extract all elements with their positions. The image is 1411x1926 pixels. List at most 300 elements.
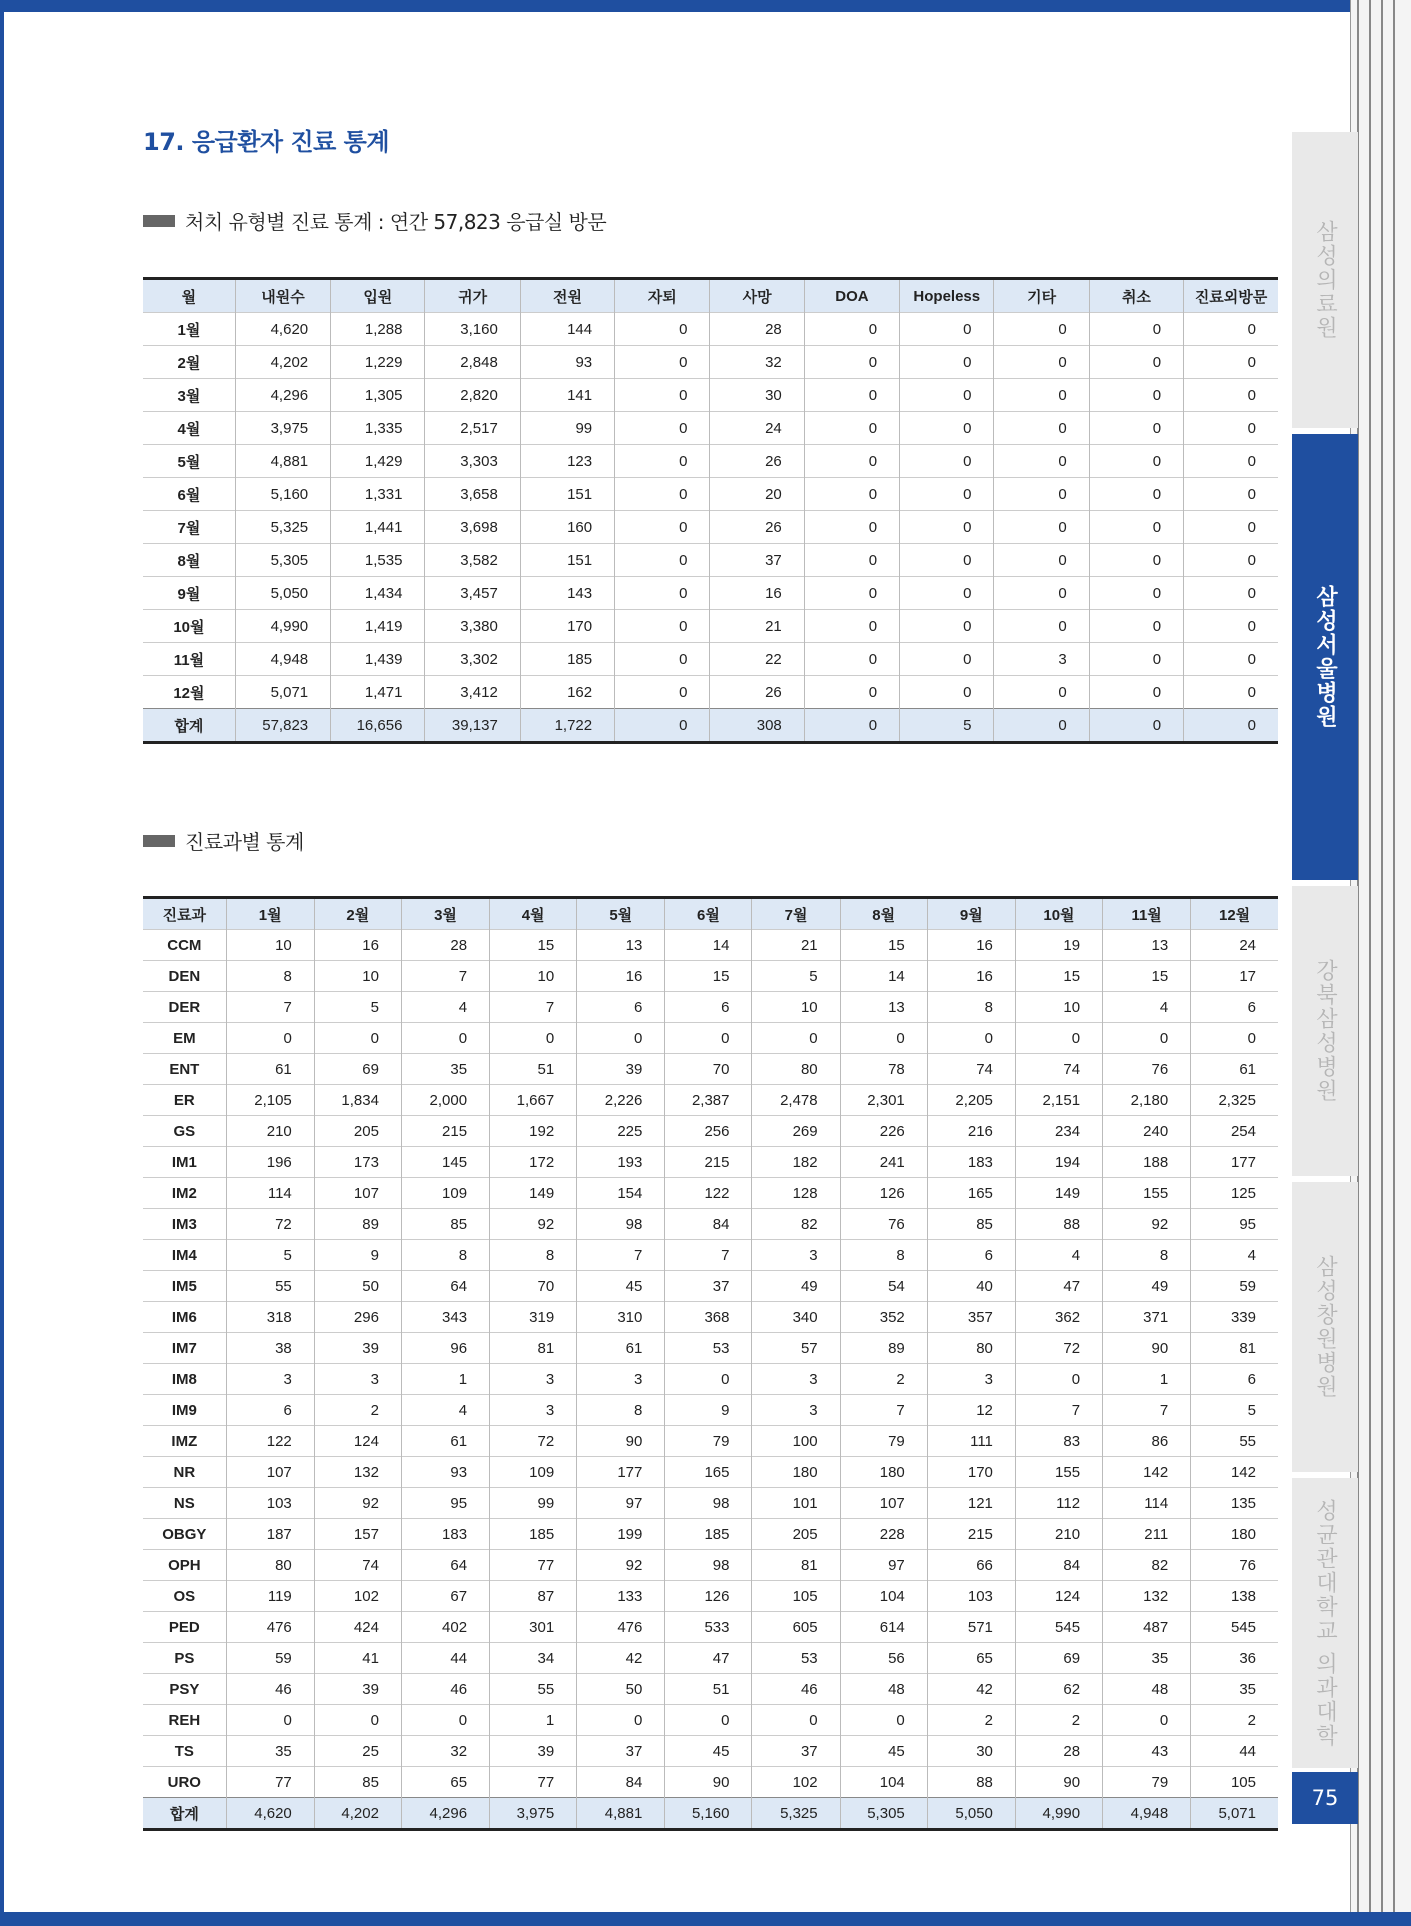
table-cell: 10 — [1015, 992, 1102, 1023]
row-label: ENT — [143, 1054, 226, 1085]
table-cell: 59 — [226, 1643, 314, 1674]
table-cell: 205 — [752, 1519, 840, 1550]
table-cell: 4,202 — [314, 1798, 401, 1830]
table-cell: 45 — [840, 1736, 927, 1767]
row-label: URO — [143, 1767, 226, 1798]
table-cell: 0 — [615, 478, 710, 511]
table-cell: 46 — [226, 1674, 314, 1705]
table-cell: 226 — [840, 1116, 927, 1147]
table-cell: 111 — [927, 1426, 1015, 1457]
table-cell: 37 — [665, 1271, 752, 1302]
table-cell: 89 — [840, 1333, 927, 1364]
table-cell: 107 — [226, 1457, 314, 1488]
table-cell: 132 — [314, 1457, 401, 1488]
table-row — [143, 676, 1278, 709]
table-cell: 0 — [994, 478, 1089, 511]
table-cell: 69 — [1015, 1643, 1102, 1674]
table-cell: 125 — [1191, 1178, 1278, 1209]
table-cell: 310 — [577, 1302, 665, 1333]
row-label: 2월 — [143, 346, 235, 379]
table-cell: 37 — [752, 1736, 840, 1767]
table-cell: 126 — [840, 1178, 927, 1209]
row-label: NS — [143, 1488, 226, 1519]
table-cell: 55 — [490, 1674, 577, 1705]
table-cell: 90 — [665, 1767, 752, 1798]
table-cell: 122 — [226, 1426, 314, 1457]
table-cell: 8 — [226, 961, 314, 992]
table-cell: 210 — [226, 1116, 314, 1147]
table-cell: 99 — [490, 1488, 577, 1519]
table-cell: 4,620 — [235, 313, 330, 346]
table-cell: 0 — [1089, 313, 1183, 346]
table-row — [143, 1581, 1278, 1612]
table-row — [143, 511, 1278, 544]
table-cell: 0 — [1089, 478, 1183, 511]
top-border — [0, 0, 1360, 12]
table-cell: 24 — [710, 412, 804, 445]
left-border — [0, 0, 4, 1926]
table-cell: 30 — [710, 379, 804, 412]
side-tab-samsung-medical-center[interactable]: 삼성의료원 — [1292, 132, 1358, 428]
table-cell: 84 — [1015, 1550, 1102, 1581]
row-label: IM9 — [143, 1395, 226, 1426]
table-cell: 3,160 — [425, 313, 520, 346]
table-cell: 308 — [710, 709, 804, 743]
table-cell: 65 — [927, 1643, 1015, 1674]
table-cell: 1,535 — [331, 544, 425, 577]
table-cell: 51 — [665, 1674, 752, 1705]
table-cell: 96 — [401, 1333, 489, 1364]
table-cell: 6 — [927, 1240, 1015, 1271]
table-cell: 2 — [1191, 1705, 1278, 1736]
table-cell: 19 — [1015, 930, 1102, 961]
table-cell: 3 — [577, 1364, 665, 1395]
column-header: 1월 — [226, 898, 314, 930]
table-cell: 1,335 — [331, 412, 425, 445]
table-cell: 93 — [401, 1457, 489, 1488]
table-cell: 43 — [1103, 1736, 1191, 1767]
table-cell: 4 — [401, 992, 489, 1023]
table-cell: 162 — [520, 676, 614, 709]
page-number: 75 — [1292, 1772, 1358, 1824]
table-cell: 2,226 — [577, 1085, 665, 1116]
table-row — [143, 1550, 1278, 1581]
table-cell: 50 — [314, 1271, 401, 1302]
table-cell: 0 — [804, 346, 899, 379]
side-tab-kangbuk-samsung-hospital[interactable]: 강북삼성병원 — [1292, 886, 1358, 1176]
table-cell: 3 — [226, 1364, 314, 1395]
table-cell: 5,305 — [235, 544, 330, 577]
row-label: 11월 — [143, 643, 235, 676]
table-cell: 0 — [900, 643, 994, 676]
table-cell: 0 — [994, 676, 1089, 709]
table-cell: 2 — [840, 1364, 927, 1395]
table-row — [143, 445, 1278, 478]
table-cell: 0 — [615, 577, 710, 610]
table-row — [143, 1085, 1278, 1116]
table-cell: 1,419 — [331, 610, 425, 643]
table-cell: 76 — [840, 1209, 927, 1240]
row-label: REH — [143, 1705, 226, 1736]
table-cell: 16,656 — [331, 709, 425, 743]
table-row — [143, 1457, 1278, 1488]
column-header: Hopeless — [900, 279, 994, 313]
table-cell: 38 — [226, 1333, 314, 1364]
table-cell: 0 — [615, 676, 710, 709]
treatment-type-table — [143, 277, 1278, 744]
table-row — [143, 1147, 1278, 1178]
table-cell: 1,229 — [331, 346, 425, 379]
table-cell: 180 — [840, 1457, 927, 1488]
table-cell: 2,105 — [226, 1085, 314, 1116]
row-label: OBGY — [143, 1519, 226, 1550]
table-cell: 44 — [1191, 1736, 1278, 1767]
table-cell: 5,071 — [1191, 1798, 1278, 1830]
table-cell: 402 — [401, 1612, 489, 1643]
table-cell: 70 — [665, 1054, 752, 1085]
table-cell: 2 — [1015, 1705, 1102, 1736]
table-row — [143, 1302, 1278, 1333]
table-cell: 1,441 — [331, 511, 425, 544]
table-cell: 0 — [804, 412, 899, 445]
table-cell: 0 — [804, 379, 899, 412]
table-cell: 254 — [1191, 1116, 1278, 1147]
table-cell: 26 — [710, 511, 804, 544]
table-cell: 3 — [752, 1364, 840, 1395]
table-cell: 0 — [1184, 313, 1278, 346]
row-label: PED — [143, 1612, 226, 1643]
table-cell: 109 — [490, 1457, 577, 1488]
table-cell: 155 — [1015, 1457, 1102, 1488]
table-cell: 0 — [900, 511, 994, 544]
table-cell: 0 — [615, 511, 710, 544]
table-cell: 98 — [665, 1488, 752, 1519]
row-label: IM1 — [143, 1147, 226, 1178]
table-cell: 39 — [314, 1333, 401, 1364]
table-cell: 3,380 — [425, 610, 520, 643]
table-cell: 5,071 — [235, 676, 330, 709]
table-cell: 5,160 — [235, 478, 330, 511]
row-label: PS — [143, 1643, 226, 1674]
table-cell: 15 — [490, 930, 577, 961]
table-cell: 49 — [752, 1271, 840, 1302]
table-cell: 0 — [804, 610, 899, 643]
table-cell: 172 — [490, 1147, 577, 1178]
table-cell: 133 — [577, 1581, 665, 1612]
table-cell: 196 — [226, 1147, 314, 1178]
table-cell: 64 — [401, 1550, 489, 1581]
table-cell: 97 — [577, 1488, 665, 1519]
table-cell: 28 — [710, 313, 804, 346]
table-cell: 0 — [994, 544, 1089, 577]
table-cell: 0 — [1184, 610, 1278, 643]
table-cell: 103 — [927, 1581, 1015, 1612]
table-cell: 2,387 — [665, 1085, 752, 1116]
table-cell: 0 — [900, 379, 994, 412]
table-cell: 0 — [1089, 379, 1183, 412]
row-label: NR — [143, 1457, 226, 1488]
side-tab-samsung-changwon-hospital[interactable]: 삼성창원병원 — [1292, 1182, 1358, 1472]
table-cell: 301 — [490, 1612, 577, 1643]
table-cell: 187 — [226, 1519, 314, 1550]
table-row — [143, 1271, 1278, 1302]
table-cell: 0 — [1089, 643, 1183, 676]
table-cell: 165 — [665, 1457, 752, 1488]
table-row — [143, 1395, 1278, 1426]
table-cell: 180 — [1191, 1519, 1278, 1550]
table-row — [143, 961, 1278, 992]
table-cell: 1,471 — [331, 676, 425, 709]
table-cell: 76 — [1191, 1550, 1278, 1581]
table-cell: 1,834 — [314, 1085, 401, 1116]
table-cell: 2,180 — [1103, 1085, 1191, 1116]
table-cell: 35 — [401, 1054, 489, 1085]
table-cell: 149 — [1015, 1178, 1102, 1209]
table-cell: 122 — [665, 1178, 752, 1209]
row-label: 합계 — [143, 1798, 226, 1830]
table-cell: 35 — [1191, 1674, 1278, 1705]
table-row — [143, 643, 1278, 676]
book-page-edges — [1350, 0, 1411, 1926]
page-title: 17. 응급환자 진료 통계 — [143, 128, 390, 156]
table-cell: 85 — [927, 1209, 1015, 1240]
table-cell: 199 — [577, 1519, 665, 1550]
table-cell: 78 — [840, 1054, 927, 1085]
table-cell: 476 — [226, 1612, 314, 1643]
table-cell: 121 — [927, 1488, 1015, 1519]
table-cell: 545 — [1191, 1612, 1278, 1643]
table-cell: 318 — [226, 1302, 314, 1333]
table-cell: 0 — [615, 643, 710, 676]
table-cell: 32 — [710, 346, 804, 379]
row-label: IM7 — [143, 1333, 226, 1364]
table-row — [143, 1705, 1278, 1736]
table-cell: 79 — [665, 1426, 752, 1457]
table-cell: 123 — [520, 445, 614, 478]
row-label: IM8 — [143, 1364, 226, 1395]
table-cell: 5 — [1191, 1395, 1278, 1426]
column-header: 기타 — [994, 279, 1089, 313]
table-cell: 6 — [665, 992, 752, 1023]
column-header: 7월 — [752, 898, 840, 930]
row-label: DER — [143, 992, 226, 1023]
table-cell: 81 — [1191, 1333, 1278, 1364]
table-cell: 6 — [1191, 992, 1278, 1023]
table-cell: 10 — [226, 930, 314, 961]
table-cell: 2,325 — [1191, 1085, 1278, 1116]
table-cell: 90 — [1103, 1333, 1191, 1364]
table-cell: 1,288 — [331, 313, 425, 346]
section-title-text: 진료과별 통계 — [185, 830, 304, 854]
table-cell: 3,975 — [235, 412, 330, 445]
table-cell: 13 — [1103, 930, 1191, 961]
table-cell: 61 — [401, 1426, 489, 1457]
table-cell: 0 — [1184, 577, 1278, 610]
table-cell: 90 — [1015, 1767, 1102, 1798]
table-cell: 92 — [1103, 1209, 1191, 1240]
table-cell: 0 — [900, 676, 994, 709]
table-cell: 107 — [840, 1488, 927, 1519]
table-cell: 177 — [1191, 1147, 1278, 1178]
table-cell: 13 — [577, 930, 665, 961]
table-row — [143, 1364, 1278, 1395]
table-cell: 14 — [665, 930, 752, 961]
table-cell: 0 — [226, 1705, 314, 1736]
table-cell: 74 — [314, 1550, 401, 1581]
table-cell: 37 — [577, 1736, 665, 1767]
table-cell: 77 — [490, 1767, 577, 1798]
table-cell: 0 — [1184, 379, 1278, 412]
section-marker — [143, 835, 175, 847]
table-cell: 85 — [314, 1767, 401, 1798]
table-cell: 5,305 — [840, 1798, 927, 1830]
table-cell: 61 — [226, 1054, 314, 1085]
row-label: DEN — [143, 961, 226, 992]
table-cell: 107 — [314, 1178, 401, 1209]
table-cell: 21 — [752, 930, 840, 961]
table-cell: 17 — [1191, 961, 1278, 992]
table-cell: 234 — [1015, 1116, 1102, 1147]
table-cell: 1,331 — [331, 478, 425, 511]
table-cell: 79 — [840, 1426, 927, 1457]
table-cell: 145 — [401, 1147, 489, 1178]
table-cell: 3 — [752, 1395, 840, 1426]
table-cell: 0 — [1184, 544, 1278, 577]
table-cell: 39 — [490, 1736, 577, 1767]
table-cell: 8 — [401, 1240, 489, 1271]
table-cell: 55 — [1191, 1426, 1278, 1457]
table-cell: 59 — [1191, 1271, 1278, 1302]
table-cell: 114 — [226, 1178, 314, 1209]
table-cell: 0 — [900, 412, 994, 445]
table-cell: 3 — [927, 1364, 1015, 1395]
table-cell: 39 — [577, 1054, 665, 1085]
table-cell: 54 — [840, 1271, 927, 1302]
table-row — [143, 930, 1278, 961]
table-cell: 92 — [314, 1488, 401, 1519]
column-header: 자퇴 — [615, 279, 710, 313]
table-cell: 188 — [1103, 1147, 1191, 1178]
table-cell: 82 — [752, 1209, 840, 1240]
table-cell: 4,202 — [235, 346, 330, 379]
table-cell: 26 — [710, 676, 804, 709]
table-cell: 0 — [577, 1705, 665, 1736]
table-cell: 0 — [900, 577, 994, 610]
table-cell: 424 — [314, 1612, 401, 1643]
table-cell: 368 — [665, 1302, 752, 1333]
table-cell: 0 — [1184, 709, 1278, 743]
table-cell: 13 — [840, 992, 927, 1023]
table-cell: 104 — [840, 1581, 927, 1612]
table-cell: 132 — [1103, 1581, 1191, 1612]
table-cell: 0 — [615, 445, 710, 478]
section-title-text: 처치 유형별 진료 통계 : 연간 57,823 응급실 방문 — [185, 210, 607, 234]
table-cell: 8 — [1103, 1240, 1191, 1271]
table-cell: 3,457 — [425, 577, 520, 610]
table-cell: 0 — [1103, 1023, 1191, 1054]
table-cell: 16 — [927, 961, 1015, 992]
table-cell: 3,582 — [425, 544, 520, 577]
table-cell: 4,948 — [1103, 1798, 1191, 1830]
table-cell: 35 — [1103, 1643, 1191, 1674]
table-cell: 44 — [401, 1643, 489, 1674]
table-cell: 0 — [804, 709, 899, 743]
table-cell: 151 — [520, 478, 614, 511]
row-label: IM2 — [143, 1178, 226, 1209]
table-cell: 21 — [710, 610, 804, 643]
table-cell: 45 — [665, 1736, 752, 1767]
table-cell: 343 — [401, 1302, 489, 1333]
table-cell: 109 — [401, 1178, 489, 1209]
table-cell: 39 — [314, 1674, 401, 1705]
table-cell: 2,000 — [401, 1085, 489, 1116]
table-cell: 39,137 — [425, 709, 520, 743]
table-cell: 16 — [927, 930, 1015, 961]
table-cell: 216 — [927, 1116, 1015, 1147]
table-cell: 15 — [665, 961, 752, 992]
table-cell: 93 — [520, 346, 614, 379]
table-cell: 0 — [900, 544, 994, 577]
table-cell: 6 — [577, 992, 665, 1023]
table-cell: 0 — [752, 1023, 840, 1054]
table-cell: 4 — [401, 1395, 489, 1426]
table-cell: 183 — [927, 1147, 1015, 1178]
department-table — [143, 896, 1278, 1831]
table-cell: 16 — [577, 961, 665, 992]
table-cell: 6 — [1191, 1364, 1278, 1395]
table-cell: 1 — [1103, 1364, 1191, 1395]
side-tab-skku-medicine[interactable]: 성균관대학교 의과대학 — [1292, 1478, 1358, 1768]
table-cell: 0 — [1184, 643, 1278, 676]
row-label: 6월 — [143, 478, 235, 511]
table-cell: 92 — [490, 1209, 577, 1240]
table-row — [143, 478, 1278, 511]
table-cell: 4,296 — [401, 1798, 489, 1830]
table-cell: 7 — [840, 1395, 927, 1426]
table-cell: 72 — [226, 1209, 314, 1240]
table-cell: 35 — [226, 1736, 314, 1767]
table-cell: 104 — [840, 1767, 927, 1798]
table-cell: 5,050 — [235, 577, 330, 610]
table-cell: 88 — [927, 1767, 1015, 1798]
table-row — [143, 1519, 1278, 1550]
table-cell: 61 — [577, 1333, 665, 1364]
table-cell: 15 — [1015, 961, 1102, 992]
table-cell: 114 — [1103, 1488, 1191, 1519]
table-cell: 62 — [1015, 1674, 1102, 1705]
table-cell: 4 — [1103, 992, 1191, 1023]
table-cell: 0 — [1184, 511, 1278, 544]
column-header: 내원수 — [235, 279, 330, 313]
column-header: 사망 — [710, 279, 804, 313]
table-cell: 48 — [840, 1674, 927, 1705]
row-label: IMZ — [143, 1426, 226, 1457]
table-cell: 7 — [226, 992, 314, 1023]
table-cell: 180 — [752, 1457, 840, 1488]
table-cell: 2,820 — [425, 379, 520, 412]
side-tab-samsung-seoul-hospital[interactable]: 삼성서울병원 — [1292, 434, 1358, 880]
table-cell: 149 — [490, 1178, 577, 1209]
table-cell: 143 — [520, 577, 614, 610]
table-cell: 0 — [804, 643, 899, 676]
table-cell: 135 — [1191, 1488, 1278, 1519]
table-cell: 0 — [665, 1364, 752, 1395]
table-cell: 15 — [840, 930, 927, 961]
table-cell: 185 — [490, 1519, 577, 1550]
table-cell: 185 — [520, 643, 614, 676]
table-cell: 80 — [752, 1054, 840, 1085]
table-cell: 0 — [615, 544, 710, 577]
